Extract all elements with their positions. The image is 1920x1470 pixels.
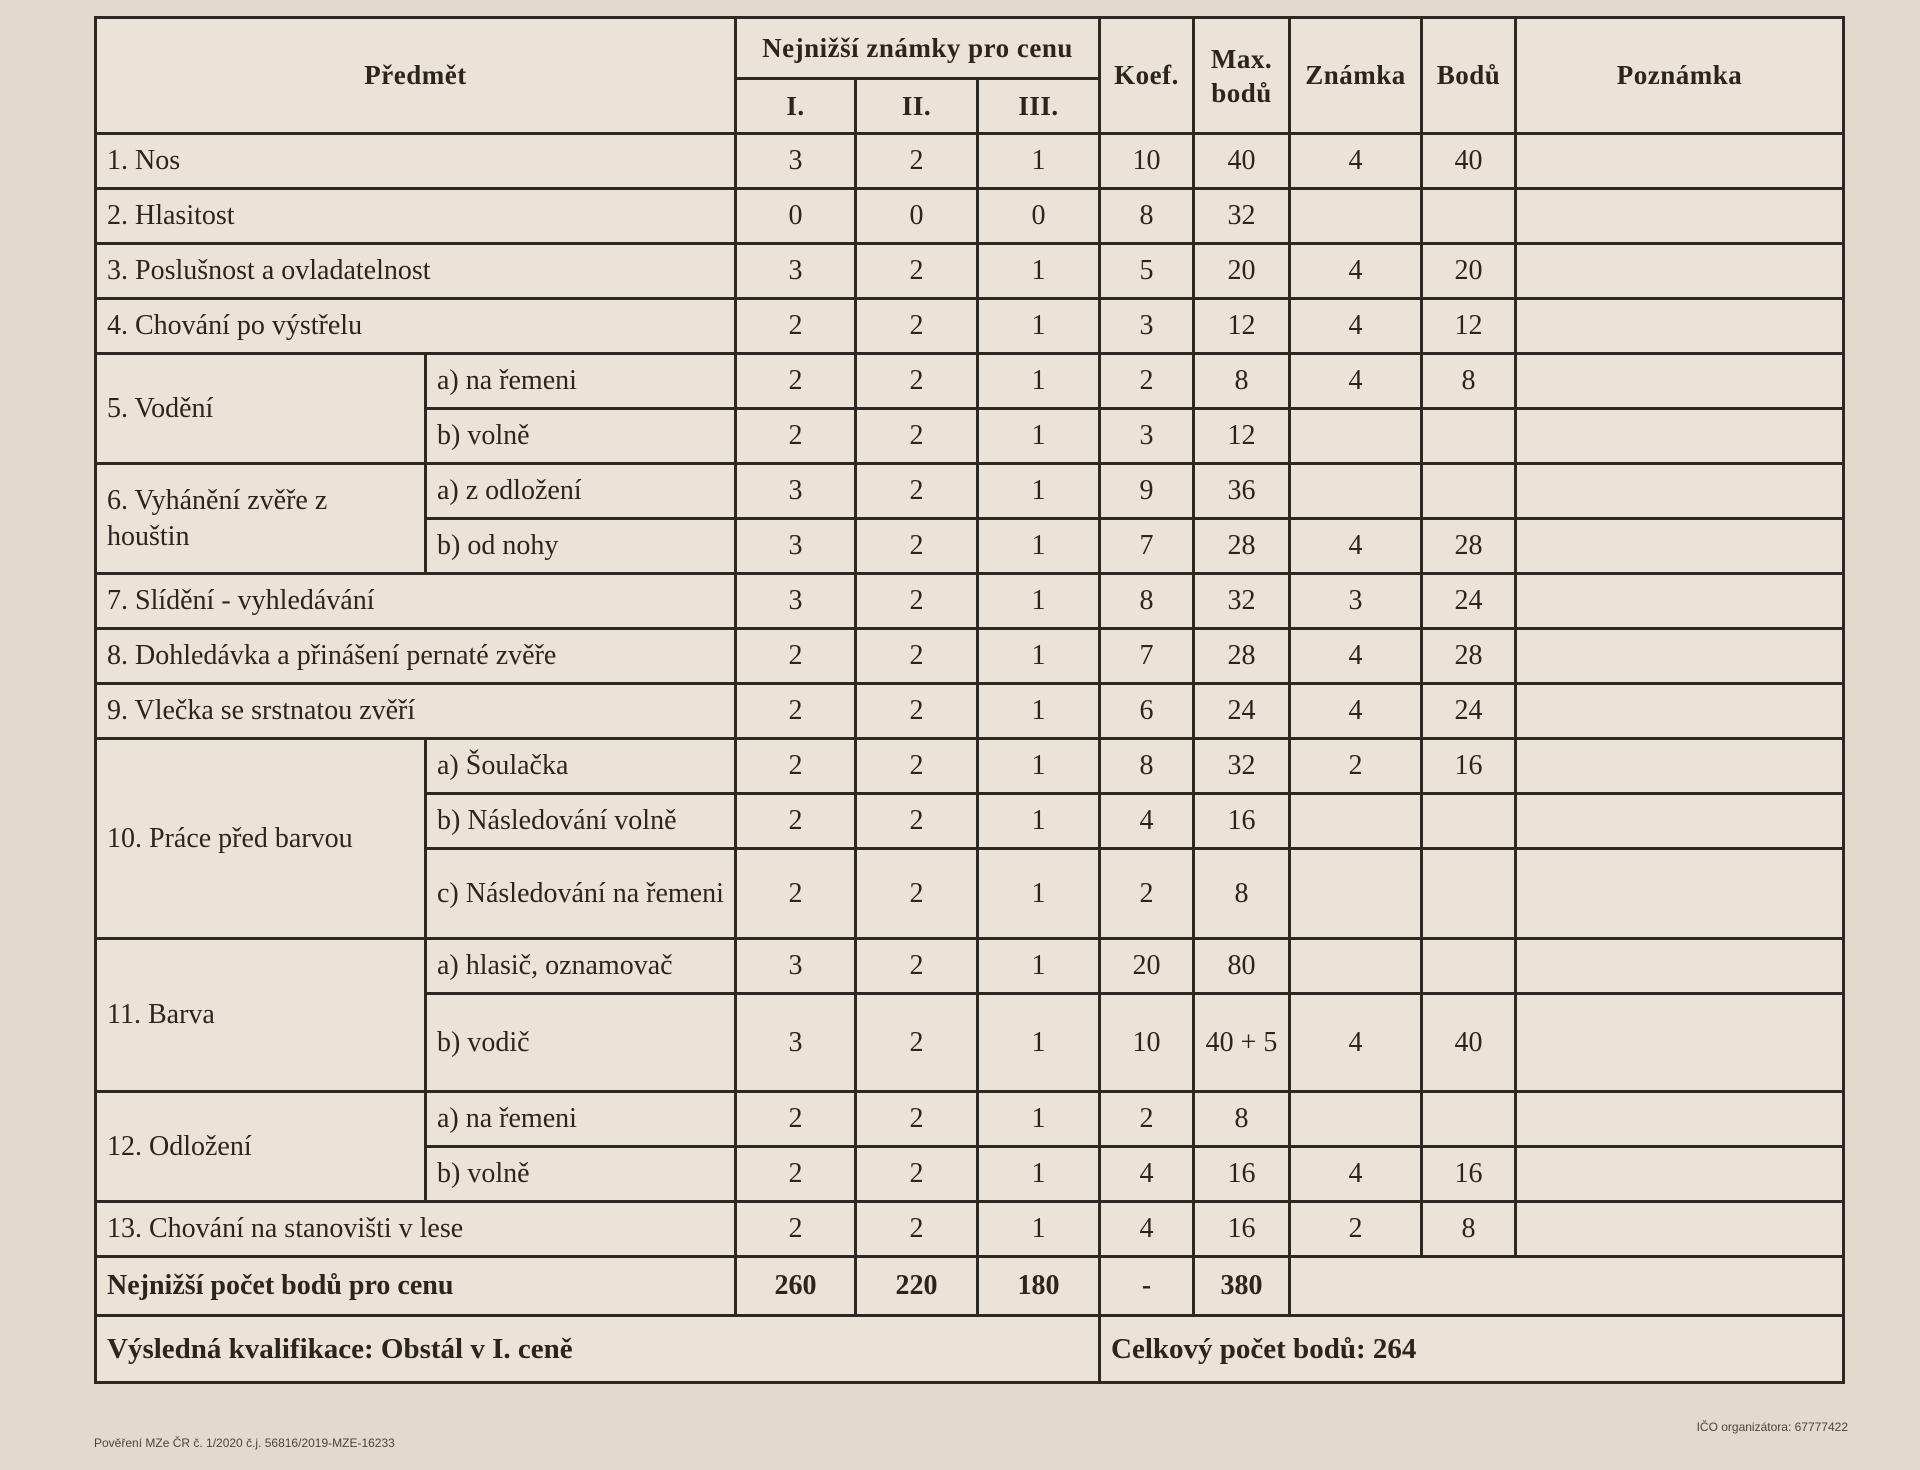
header-grade: Známka — [1290, 18, 1422, 134]
table-row — [96, 684, 1844, 739]
koef-cell: 10 — [1100, 134, 1194, 189]
points-cell: 40 — [1422, 994, 1516, 1092]
summary-ii: 220 — [856, 1257, 978, 1316]
max-cell: 16 — [1194, 1147, 1290, 1202]
note-cell — [1516, 1202, 1844, 1257]
sub-item-cell: b) volně — [426, 1147, 736, 1202]
min-grade-i: 2 — [736, 1147, 856, 1202]
table-row — [96, 189, 1844, 244]
min-grade-iii: 1 — [978, 994, 1100, 1092]
note-cell — [1516, 1147, 1844, 1202]
koef-cell: 5 — [1100, 244, 1194, 299]
grade-cell: 2 — [1290, 739, 1422, 794]
min-grade-i: 3 — [736, 519, 856, 574]
grade-cell: 4 — [1290, 684, 1422, 739]
table-row — [96, 244, 1844, 299]
total-points: Celkový počet bodů: 264 — [1100, 1316, 1844, 1383]
min-grade-i: 3 — [736, 574, 856, 629]
grade-cell — [1290, 794, 1422, 849]
points-cell: 28 — [1422, 629, 1516, 684]
note-cell — [1516, 464, 1844, 519]
points-cell — [1422, 939, 1516, 994]
min-grade-i: 2 — [736, 354, 856, 409]
min-grade-ii: 2 — [856, 1092, 978, 1147]
table-row — [96, 1202, 1844, 1257]
min-grade-iii: 1 — [978, 939, 1100, 994]
summary-empty — [1290, 1257, 1844, 1316]
grade-cell — [1290, 1092, 1422, 1147]
min-grade-i: 2 — [736, 849, 856, 939]
score-sheet — [94, 16, 1842, 1384]
summary-i: 260 — [736, 1257, 856, 1316]
min-grade-ii: 2 — [856, 1147, 978, 1202]
points-cell: 20 — [1422, 244, 1516, 299]
max-cell: 40 + 5 — [1194, 994, 1290, 1092]
note-cell — [1516, 994, 1844, 1092]
subject-cell: 12. Odložení — [96, 1092, 426, 1202]
points-cell — [1422, 849, 1516, 939]
table-row — [96, 299, 1844, 354]
note-cell — [1516, 684, 1844, 739]
koef-cell: 3 — [1100, 299, 1194, 354]
min-grade-iii: 1 — [978, 739, 1100, 794]
max-cell: 32 — [1194, 189, 1290, 244]
grade-cell: 3 — [1290, 574, 1422, 629]
min-grade-i: 3 — [736, 939, 856, 994]
header-grade-ii: II. — [856, 79, 978, 134]
points-cell: 8 — [1422, 354, 1516, 409]
header-grade-iii: III. — [978, 79, 1100, 134]
sub-item-cell: a) hlasič, oznamovač — [426, 939, 736, 994]
min-grade-ii: 2 — [856, 1202, 978, 1257]
subject-cell: 11. Barva — [96, 939, 426, 1092]
points-cell: 16 — [1422, 1147, 1516, 1202]
points-cell: 12 — [1422, 299, 1516, 354]
min-grade-ii: 2 — [856, 939, 978, 994]
min-grade-iii: 1 — [978, 1202, 1100, 1257]
max-cell: 8 — [1194, 1092, 1290, 1147]
max-cell: 8 — [1194, 354, 1290, 409]
final-qualification: Výsledná kvalifikace: Obstál v I. ceně — [96, 1316, 1100, 1383]
final-row — [96, 1316, 1844, 1383]
table-row — [96, 464, 1844, 519]
summary-row — [96, 1257, 1844, 1316]
header-subject: Předmět — [96, 18, 736, 134]
max-cell: 80 — [1194, 939, 1290, 994]
table-row — [96, 629, 1844, 684]
min-grade-iii: 1 — [978, 354, 1100, 409]
grade-cell: 4 — [1290, 629, 1422, 684]
grade-cell: 4 — [1290, 994, 1422, 1092]
header-min-grades: Nejnižší známky pro cenu — [736, 18, 1100, 79]
max-cell: 40 — [1194, 134, 1290, 189]
header-max-points: Max. bodů — [1194, 18, 1290, 134]
results-table — [94, 16, 1845, 1384]
koef-cell: 9 — [1100, 464, 1194, 519]
header-row — [96, 18, 1844, 79]
note-cell — [1516, 134, 1844, 189]
min-grade-iii: 1 — [978, 244, 1100, 299]
summary-koef: - — [1100, 1257, 1194, 1316]
min-grade-i: 3 — [736, 464, 856, 519]
min-grade-iii: 1 — [978, 519, 1100, 574]
header-grade-i: I. — [736, 79, 856, 134]
note-cell — [1516, 354, 1844, 409]
min-grade-ii: 0 — [856, 189, 978, 244]
sub-item-cell: a) na řemeni — [426, 354, 736, 409]
points-cell — [1422, 464, 1516, 519]
koef-cell: 8 — [1100, 739, 1194, 794]
note-cell — [1516, 939, 1844, 994]
sub-item-cell: b) vodič — [426, 994, 736, 1092]
grade-cell — [1290, 464, 1422, 519]
table-row — [96, 354, 1844, 409]
sub-item-cell: a) Šoulačka — [426, 739, 736, 794]
koef-cell: 3 — [1100, 409, 1194, 464]
note-cell — [1516, 299, 1844, 354]
footer-authorization: Pověření MZe ČR č. 1/2020 č.j. 56816/2019-MZE-16233 — [94, 1436, 395, 1450]
subject-cell: 4. Chování po výstřelu — [96, 299, 736, 354]
subject-cell: 8. Dohledávka a přinášení pernaté zvěře — [96, 629, 736, 684]
footer-organizer-id: IČO organizátora: 67777422 — [1696, 1420, 1848, 1434]
sub-item-cell: b) Následování volně — [426, 794, 736, 849]
koef-cell: 2 — [1100, 354, 1194, 409]
grade-cell — [1290, 409, 1422, 464]
table-row — [96, 1092, 1844, 1147]
min-grade-i: 0 — [736, 189, 856, 244]
min-grade-i: 3 — [736, 244, 856, 299]
grade-cell: 4 — [1290, 354, 1422, 409]
max-cell: 36 — [1194, 464, 1290, 519]
subject-cell: 5. Vodění — [96, 354, 426, 464]
subject-cell: 1. Nos — [96, 134, 736, 189]
header-note: Poznámka — [1516, 18, 1844, 134]
min-grade-ii: 2 — [856, 299, 978, 354]
min-grade-i: 2 — [736, 794, 856, 849]
max-cell: 28 — [1194, 519, 1290, 574]
min-grade-ii: 2 — [856, 134, 978, 189]
max-cell: 16 — [1194, 794, 1290, 849]
koef-cell: 6 — [1100, 684, 1194, 739]
grade-cell: 4 — [1290, 299, 1422, 354]
min-grade-iii: 1 — [978, 409, 1100, 464]
min-grade-ii: 2 — [856, 519, 978, 574]
max-cell: 32 — [1194, 574, 1290, 629]
min-grade-iii: 1 — [978, 464, 1100, 519]
min-grade-iii: 1 — [978, 134, 1100, 189]
koef-cell: 8 — [1100, 574, 1194, 629]
koef-cell: 8 — [1100, 189, 1194, 244]
max-cell: 32 — [1194, 739, 1290, 794]
points-cell — [1422, 794, 1516, 849]
table-row — [96, 739, 1844, 794]
points-cell: 16 — [1422, 739, 1516, 794]
min-grade-iii: 1 — [978, 794, 1100, 849]
note-cell — [1516, 519, 1844, 574]
summary-iii: 180 — [978, 1257, 1100, 1316]
summary-label: Nejnižší počet bodů pro cenu — [96, 1257, 736, 1316]
points-cell: 8 — [1422, 1202, 1516, 1257]
subject-cell: 2. Hlasitost — [96, 189, 736, 244]
points-cell — [1422, 409, 1516, 464]
points-cell: 24 — [1422, 684, 1516, 739]
min-grade-i: 2 — [736, 409, 856, 464]
min-grade-i: 2 — [736, 1202, 856, 1257]
max-cell: 20 — [1194, 244, 1290, 299]
grade-cell — [1290, 849, 1422, 939]
min-grade-ii: 2 — [856, 994, 978, 1092]
note-cell — [1516, 794, 1844, 849]
koef-cell: 2 — [1100, 1092, 1194, 1147]
min-grade-ii: 2 — [856, 574, 978, 629]
subject-cell: 10. Práce před barvou — [96, 739, 426, 939]
min-grade-i: 2 — [736, 739, 856, 794]
note-cell — [1516, 1092, 1844, 1147]
max-cell: 28 — [1194, 629, 1290, 684]
points-cell — [1422, 1092, 1516, 1147]
subject-cell: 13. Chování na stanovišti v lese — [96, 1202, 736, 1257]
koef-cell: 4 — [1100, 794, 1194, 849]
koef-cell: 10 — [1100, 994, 1194, 1092]
min-grade-iii: 1 — [978, 1092, 1100, 1147]
note-cell — [1516, 849, 1844, 939]
header-koef: Koef. — [1100, 18, 1194, 134]
grade-cell: 4 — [1290, 244, 1422, 299]
note-cell — [1516, 574, 1844, 629]
grade-cell: 4 — [1290, 1147, 1422, 1202]
min-grade-i: 2 — [736, 684, 856, 739]
table-row — [96, 134, 1844, 189]
min-grade-iii: 1 — [978, 1147, 1100, 1202]
max-cell: 12 — [1194, 299, 1290, 354]
min-grade-i: 2 — [736, 299, 856, 354]
subject-cell: 7. Slídění - vyhledávání — [96, 574, 736, 629]
koef-cell: 2 — [1100, 849, 1194, 939]
max-cell: 16 — [1194, 1202, 1290, 1257]
note-cell — [1516, 244, 1844, 299]
min-grade-iii: 1 — [978, 849, 1100, 939]
grade-cell — [1290, 189, 1422, 244]
subject-cell: 6. Vyhánění zvěře z houštin — [96, 464, 426, 574]
note-cell — [1516, 189, 1844, 244]
grade-cell: 4 — [1290, 519, 1422, 574]
sub-item-cell: c) Následování na řemeni — [426, 849, 736, 939]
grade-cell: 2 — [1290, 1202, 1422, 1257]
points-cell — [1422, 189, 1516, 244]
min-grade-ii: 2 — [856, 629, 978, 684]
koef-cell: 4 — [1100, 1202, 1194, 1257]
sub-item-cell: a) na řemeni — [426, 1092, 736, 1147]
sub-item-cell: b) volně — [426, 409, 736, 464]
min-grade-ii: 2 — [856, 849, 978, 939]
min-grade-iii: 1 — [978, 629, 1100, 684]
points-cell: 28 — [1422, 519, 1516, 574]
koef-cell: 7 — [1100, 519, 1194, 574]
min-grade-iii: 1 — [978, 299, 1100, 354]
koef-cell: 7 — [1100, 629, 1194, 684]
table-row — [96, 574, 1844, 629]
min-grade-ii: 2 — [856, 684, 978, 739]
min-grade-iii: 1 — [978, 574, 1100, 629]
max-cell: 24 — [1194, 684, 1290, 739]
koef-cell: 4 — [1100, 1147, 1194, 1202]
min-grade-ii: 2 — [856, 739, 978, 794]
koef-cell: 20 — [1100, 939, 1194, 994]
note-cell — [1516, 739, 1844, 794]
min-grade-i: 2 — [736, 629, 856, 684]
sub-item-cell: b) od nohy — [426, 519, 736, 574]
min-grade-iii: 0 — [978, 189, 1100, 244]
min-grade-iii: 1 — [978, 684, 1100, 739]
min-grade-i: 2 — [736, 1092, 856, 1147]
min-grade-i: 3 — [736, 134, 856, 189]
grade-cell — [1290, 939, 1422, 994]
min-grade-ii: 2 — [856, 409, 978, 464]
grade-cell: 4 — [1290, 134, 1422, 189]
subject-cell: 3. Poslušnost a ovladatelnost — [96, 244, 736, 299]
table-row — [96, 939, 1844, 994]
points-cell: 40 — [1422, 134, 1516, 189]
note-cell — [1516, 629, 1844, 684]
min-grade-ii: 2 — [856, 794, 978, 849]
summary-max: 380 — [1194, 1257, 1290, 1316]
points-cell: 24 — [1422, 574, 1516, 629]
note-cell — [1516, 409, 1844, 464]
subject-cell: 9. Vlečka se srstnatou zvěří — [96, 684, 736, 739]
max-cell: 12 — [1194, 409, 1290, 464]
min-grade-ii: 2 — [856, 464, 978, 519]
min-grade-ii: 2 — [856, 244, 978, 299]
min-grade-ii: 2 — [856, 354, 978, 409]
header-points: Bodů — [1422, 18, 1516, 134]
sub-item-cell: a) z odložení — [426, 464, 736, 519]
max-cell: 8 — [1194, 849, 1290, 939]
min-grade-i: 3 — [736, 994, 856, 1092]
